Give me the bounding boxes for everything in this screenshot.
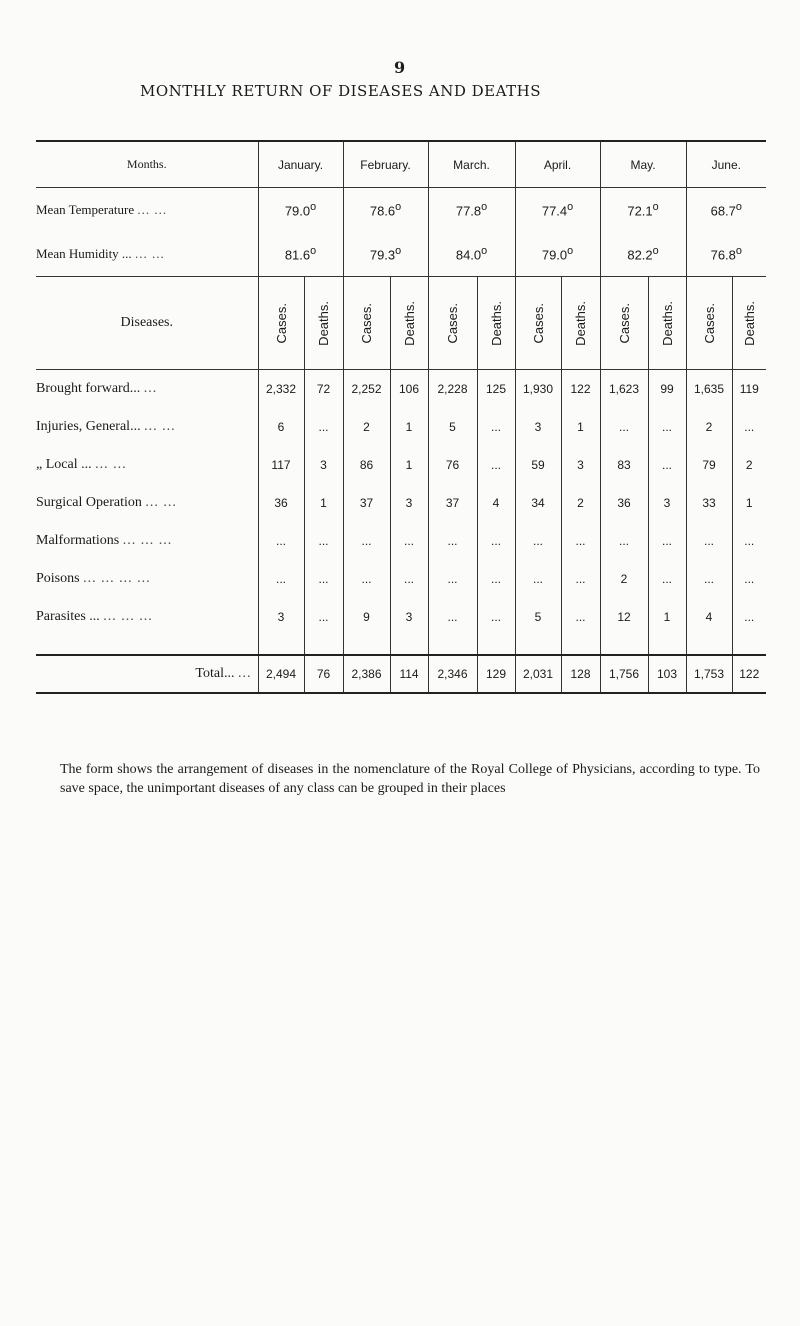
deaths-cell: ... <box>648 560 686 598</box>
total-deaths-cell: 122 <box>732 655 766 693</box>
deaths-cell: 1 <box>304 484 343 522</box>
page-number: 9 <box>394 58 406 77</box>
deaths-cell: ... <box>648 408 686 446</box>
deaths-cell: ... <box>304 522 343 560</box>
deaths-cell: 4 <box>477 484 515 522</box>
deaths-cell: 2 <box>561 484 600 522</box>
deaths-cell: ... <box>390 522 428 560</box>
deaths-cell: 122 <box>561 370 600 409</box>
deaths-cell: ... <box>477 522 515 560</box>
cases-cell: ... <box>343 560 390 598</box>
humidity-mar: 84.0$^o$ <box>428 232 515 277</box>
cases-cell: 2 <box>343 408 390 446</box>
deaths-cell: ... <box>732 560 766 598</box>
disease-return-table <box>36 140 766 694</box>
cases-cell: ... <box>343 522 390 560</box>
deaths-cell: ... <box>477 598 515 636</box>
total-cases-cell: 2,494 <box>258 655 304 693</box>
cases-cell: ... <box>686 560 732 598</box>
humidity-jun: 76.8$^o$ <box>686 232 766 277</box>
temperature-jan: 79.0$^o$ <box>258 188 343 233</box>
cases-cell: 1,623 <box>600 370 648 409</box>
deaths-cell: ... <box>648 446 686 484</box>
cases-cell: ... <box>258 522 304 560</box>
deaths-cell: 1 <box>561 408 600 446</box>
humidity-feb: 79.3$^o$ <box>343 232 428 277</box>
page-title: MONTHLY RETURN OF DISEASES AND DEATHS <box>140 82 541 100</box>
deaths-cell: 119 <box>732 370 766 409</box>
deaths-cell: 106 <box>390 370 428 409</box>
row-label: Brought forward... ... <box>36 381 158 396</box>
deaths-cell: 1 <box>390 408 428 446</box>
cases-header: Cases. <box>343 277 390 370</box>
humidity-apr: 79.0$^o$ <box>515 232 600 277</box>
cases-header: Cases. <box>600 277 648 370</box>
cases-cell: 12 <box>600 598 648 636</box>
temperature-may: 72.1$^o$ <box>600 188 686 233</box>
row-label: Parasites ... ... ... ... <box>36 609 153 624</box>
table-row <box>36 560 766 598</box>
row-label: Mean Humidity ... ... ... <box>36 232 258 277</box>
cases-cell: 2,252 <box>343 370 390 409</box>
month-april: April. <box>515 141 600 188</box>
cases-cell: 86 <box>343 446 390 484</box>
cases-cell: 59 <box>515 446 561 484</box>
month-january: January. <box>258 141 343 188</box>
cases-cell: ... <box>600 522 648 560</box>
deaths-cell: 3 <box>390 484 428 522</box>
cases-header: Cases. <box>428 277 477 370</box>
total-deaths-cell: 114 <box>390 655 428 693</box>
row-label: Poisons ... ... ... ... <box>36 571 151 586</box>
cases-cell: 37 <box>428 484 477 522</box>
cases-cell: 1,635 <box>686 370 732 409</box>
table-row <box>36 446 766 484</box>
total-label: Total... ... <box>36 655 258 693</box>
cases-cell: ... <box>428 522 477 560</box>
total-cases-cell: 2,346 <box>428 655 477 693</box>
total-deaths-cell: 76 <box>304 655 343 693</box>
total-deaths-cell: 103 <box>648 655 686 693</box>
deaths-header: Deaths. <box>732 277 766 370</box>
cases-header: Cases. <box>258 277 304 370</box>
table-row <box>36 408 766 446</box>
total-cases-cell: 1,753 <box>686 655 732 693</box>
cases-cell: 33 <box>686 484 732 522</box>
month-june: June. <box>686 141 766 188</box>
cases-cell: 2 <box>600 560 648 598</box>
humidity-jan: 81.6$^o$ <box>258 232 343 277</box>
total-cases-cell: 1,756 <box>600 655 648 693</box>
deaths-header: Deaths. <box>304 277 343 370</box>
deaths-cell: 125 <box>477 370 515 409</box>
deaths-cell: 3 <box>648 484 686 522</box>
month-header-row <box>36 141 766 188</box>
deaths-cell: ... <box>561 522 600 560</box>
cases-cell: 3 <box>515 408 561 446</box>
spacer-row <box>36 636 766 655</box>
total-cases-cell: 2,031 <box>515 655 561 693</box>
cases-cell: 4 <box>686 598 732 636</box>
cases-cell: 117 <box>258 446 304 484</box>
cases-cell: 79 <box>686 446 732 484</box>
month-february: February. <box>343 141 428 188</box>
deaths-cell: ... <box>477 560 515 598</box>
deaths-header: Deaths. <box>648 277 686 370</box>
deaths-cell: ... <box>390 560 428 598</box>
cases-cell: ... <box>258 560 304 598</box>
months-label: Months. <box>36 141 258 188</box>
cases-cell: ... <box>515 522 561 560</box>
deaths-cell: 1 <box>648 598 686 636</box>
deaths-cell: 1 <box>732 484 766 522</box>
cases-cell: 76 <box>428 446 477 484</box>
cases-cell: 2,228 <box>428 370 477 409</box>
row-label: Injuries, General... ... ... <box>36 419 176 434</box>
month-march: March. <box>428 141 515 188</box>
temperature-apr: 77.4$^o$ <box>515 188 600 233</box>
total-deaths-cell: 129 <box>477 655 515 693</box>
table-row <box>36 522 766 560</box>
cases-cell: 9 <box>343 598 390 636</box>
deaths-header: Deaths. <box>477 277 515 370</box>
deaths-header: Deaths. <box>561 277 600 370</box>
table-row <box>36 484 766 522</box>
total-row <box>36 655 766 693</box>
cases-cell: ... <box>515 560 561 598</box>
cases-cell: 3 <box>258 598 304 636</box>
cases-cell: 5 <box>515 598 561 636</box>
total-deaths-cell: 128 <box>561 655 600 693</box>
cases-cell: 1,930 <box>515 370 561 409</box>
cases-cell: 36 <box>600 484 648 522</box>
total-cases-cell: 2,386 <box>343 655 390 693</box>
mean-humidity-row <box>36 232 766 277</box>
row-label: „ Local ... ... ... <box>36 457 127 472</box>
humidity-may: 82.2$^o$ <box>600 232 686 277</box>
deaths-cell: 2 <box>732 446 766 484</box>
deaths-cell: 72 <box>304 370 343 409</box>
mean-temperature-row <box>36 188 766 233</box>
cases-cell: 5 <box>428 408 477 446</box>
cases-cell: 2 <box>686 408 732 446</box>
diseases-label: Diseases. <box>36 277 258 370</box>
deaths-cell: ... <box>304 408 343 446</box>
deaths-cell: ... <box>648 522 686 560</box>
deaths-cell: 99 <box>648 370 686 409</box>
temperature-mar: 77.8$^o$ <box>428 188 515 233</box>
deaths-cell: 3 <box>304 446 343 484</box>
deaths-cell: ... <box>477 446 515 484</box>
cases-header: Cases. <box>515 277 561 370</box>
cases-cell: ... <box>428 598 477 636</box>
row-label: Malformations ... ... ... <box>36 533 173 548</box>
cases-cell: ... <box>428 560 477 598</box>
deaths-cell: ... <box>732 598 766 636</box>
column-header-row <box>36 277 766 370</box>
cases-cell: 37 <box>343 484 390 522</box>
deaths-cell: ... <box>304 560 343 598</box>
cases-cell: ... <box>600 408 648 446</box>
deaths-cell: ... <box>304 598 343 636</box>
cases-cell: 34 <box>515 484 561 522</box>
cases-cell: 83 <box>600 446 648 484</box>
cases-cell: 2,332 <box>258 370 304 409</box>
footnote: The form shows the arrangement of diseases in the nomenclature of the Royal College of Physicians, according to type. To save space, the unimportant diseases of any class can be grouped in their places <box>60 762 760 796</box>
deaths-cell: 3 <box>390 598 428 636</box>
deaths-cell: 3 <box>561 446 600 484</box>
table-row <box>36 598 766 636</box>
cases-cell: 6 <box>258 408 304 446</box>
cases-cell: 36 <box>258 484 304 522</box>
table-row <box>36 370 766 409</box>
row-label: Surgical Operation ... ... <box>36 495 177 510</box>
deaths-cell: ... <box>561 598 600 636</box>
month-may: May. <box>600 141 686 188</box>
deaths-cell: ... <box>732 408 766 446</box>
disease-rows <box>36 370 766 637</box>
row-label: Mean Temperature ... ... <box>36 202 168 217</box>
deaths-header: Deaths. <box>390 277 428 370</box>
deaths-cell: ... <box>732 522 766 560</box>
cases-header: Cases. <box>686 277 732 370</box>
temperature-feb: 78.6$^o$ <box>343 188 428 233</box>
deaths-cell: ... <box>477 408 515 446</box>
deaths-cell: ... <box>561 560 600 598</box>
cases-cell: ... <box>686 522 732 560</box>
deaths-cell: 1 <box>390 446 428 484</box>
temperature-jun: 68.7$^o$ <box>686 188 766 233</box>
